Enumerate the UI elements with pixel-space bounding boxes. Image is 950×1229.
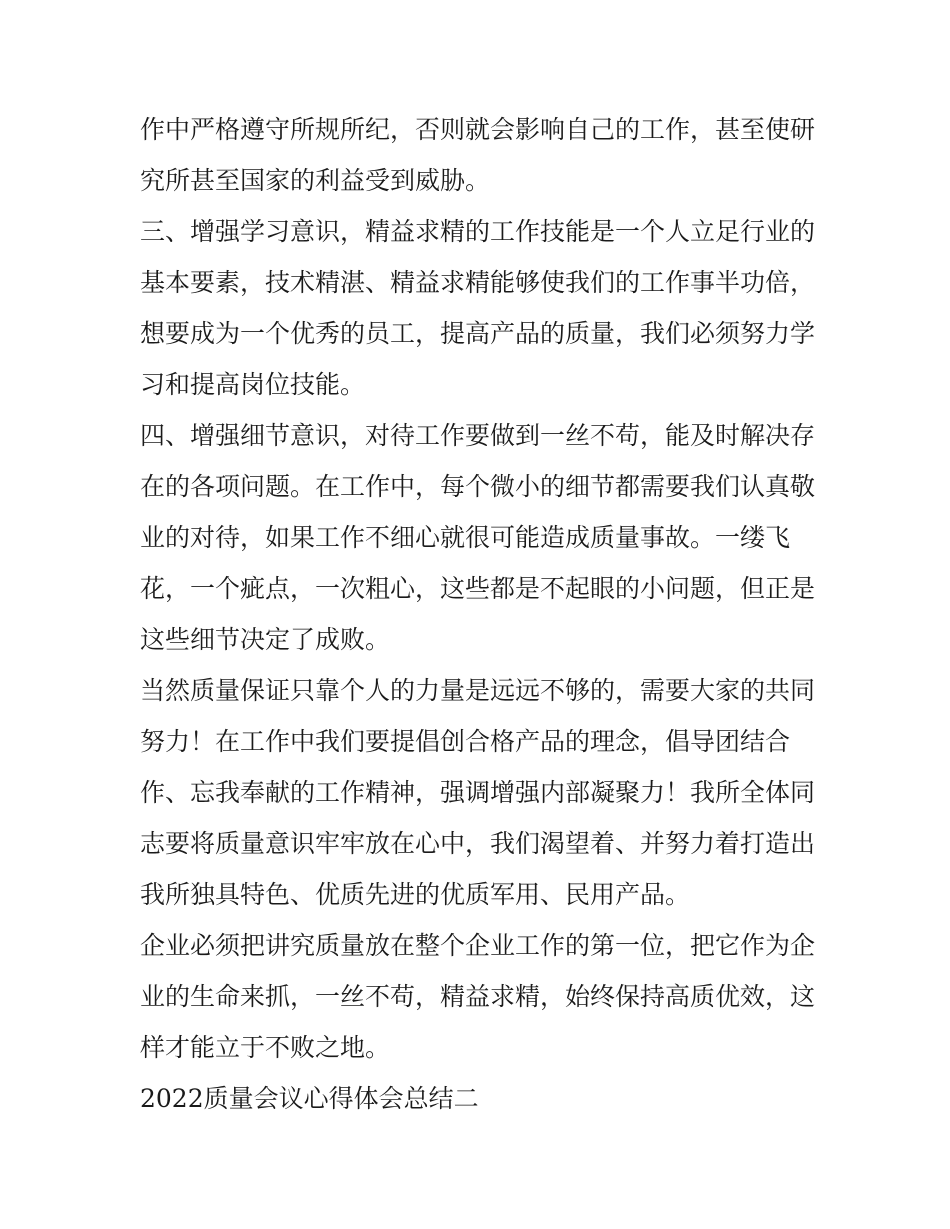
text-line: 究所甚至国家的利益受到威胁。 [140, 166, 491, 195]
text-line: 业的生命来抓，一丝不苟，精益求精，始终保持高质优效，这 [140, 982, 816, 1011]
text-line: 我所独具特色、优质先进的优质军用、民用产品。 [140, 880, 691, 909]
text-line: 努力！在工作中我们要提倡创合格产品的理念，倡导团结合 [140, 727, 791, 756]
text-line: 企业必须把讲究质量放在整个企业工作的第一位，把它作为企 [140, 931, 816, 960]
text-line: 花，一个疵点，一次粗心，这些都是不起眼的小问题，但正是 [140, 574, 816, 603]
section-heading: 2022质量会议心得体会总结二 [140, 1084, 479, 1113]
text-line: 在的各项问题。在工作中，每个微小的细节都需要我们认真敬 [140, 472, 816, 501]
text-line: 作中严格遵守所规所纪，否则就会影响自己的工作，甚至使研 [140, 115, 816, 144]
text-line: 习和提高岗位技能。 [140, 370, 366, 399]
document-body [140, 104, 820, 1124]
text-line: 样才能立于不败之地。 [140, 1033, 391, 1062]
text-line: 作、忘我奉献的工作精神，强调增强内部凝聚力！我所全体同 [140, 778, 816, 807]
text-line: 四、增强细节意识，对待工作要做到一丝不苟，能及时解决存 [140, 421, 816, 450]
text-line: 当然质量保证只靠个人的力量是远远不够的，需要大家的共同 [140, 676, 816, 705]
text-line: 基本要素，技术精湛、精益求精能够使我们的工作事半功倍， [140, 268, 816, 297]
text-line: 这些细节决定了成败。 [140, 625, 391, 654]
text-line: 想要成为一个优秀的员工，提高产品的质量，我们必须努力学 [140, 319, 816, 348]
text-line: 志要将质量意识牢牢放在心中，我们渴望着、并努力着打造出 [140, 829, 816, 858]
text-line: 三、增强学习意识，精益求精的工作技能是一个人立足行业的 [140, 217, 816, 246]
text-line: 业的对待，如果工作不细心就很可能造成质量事故。一缕飞 [140, 523, 791, 552]
